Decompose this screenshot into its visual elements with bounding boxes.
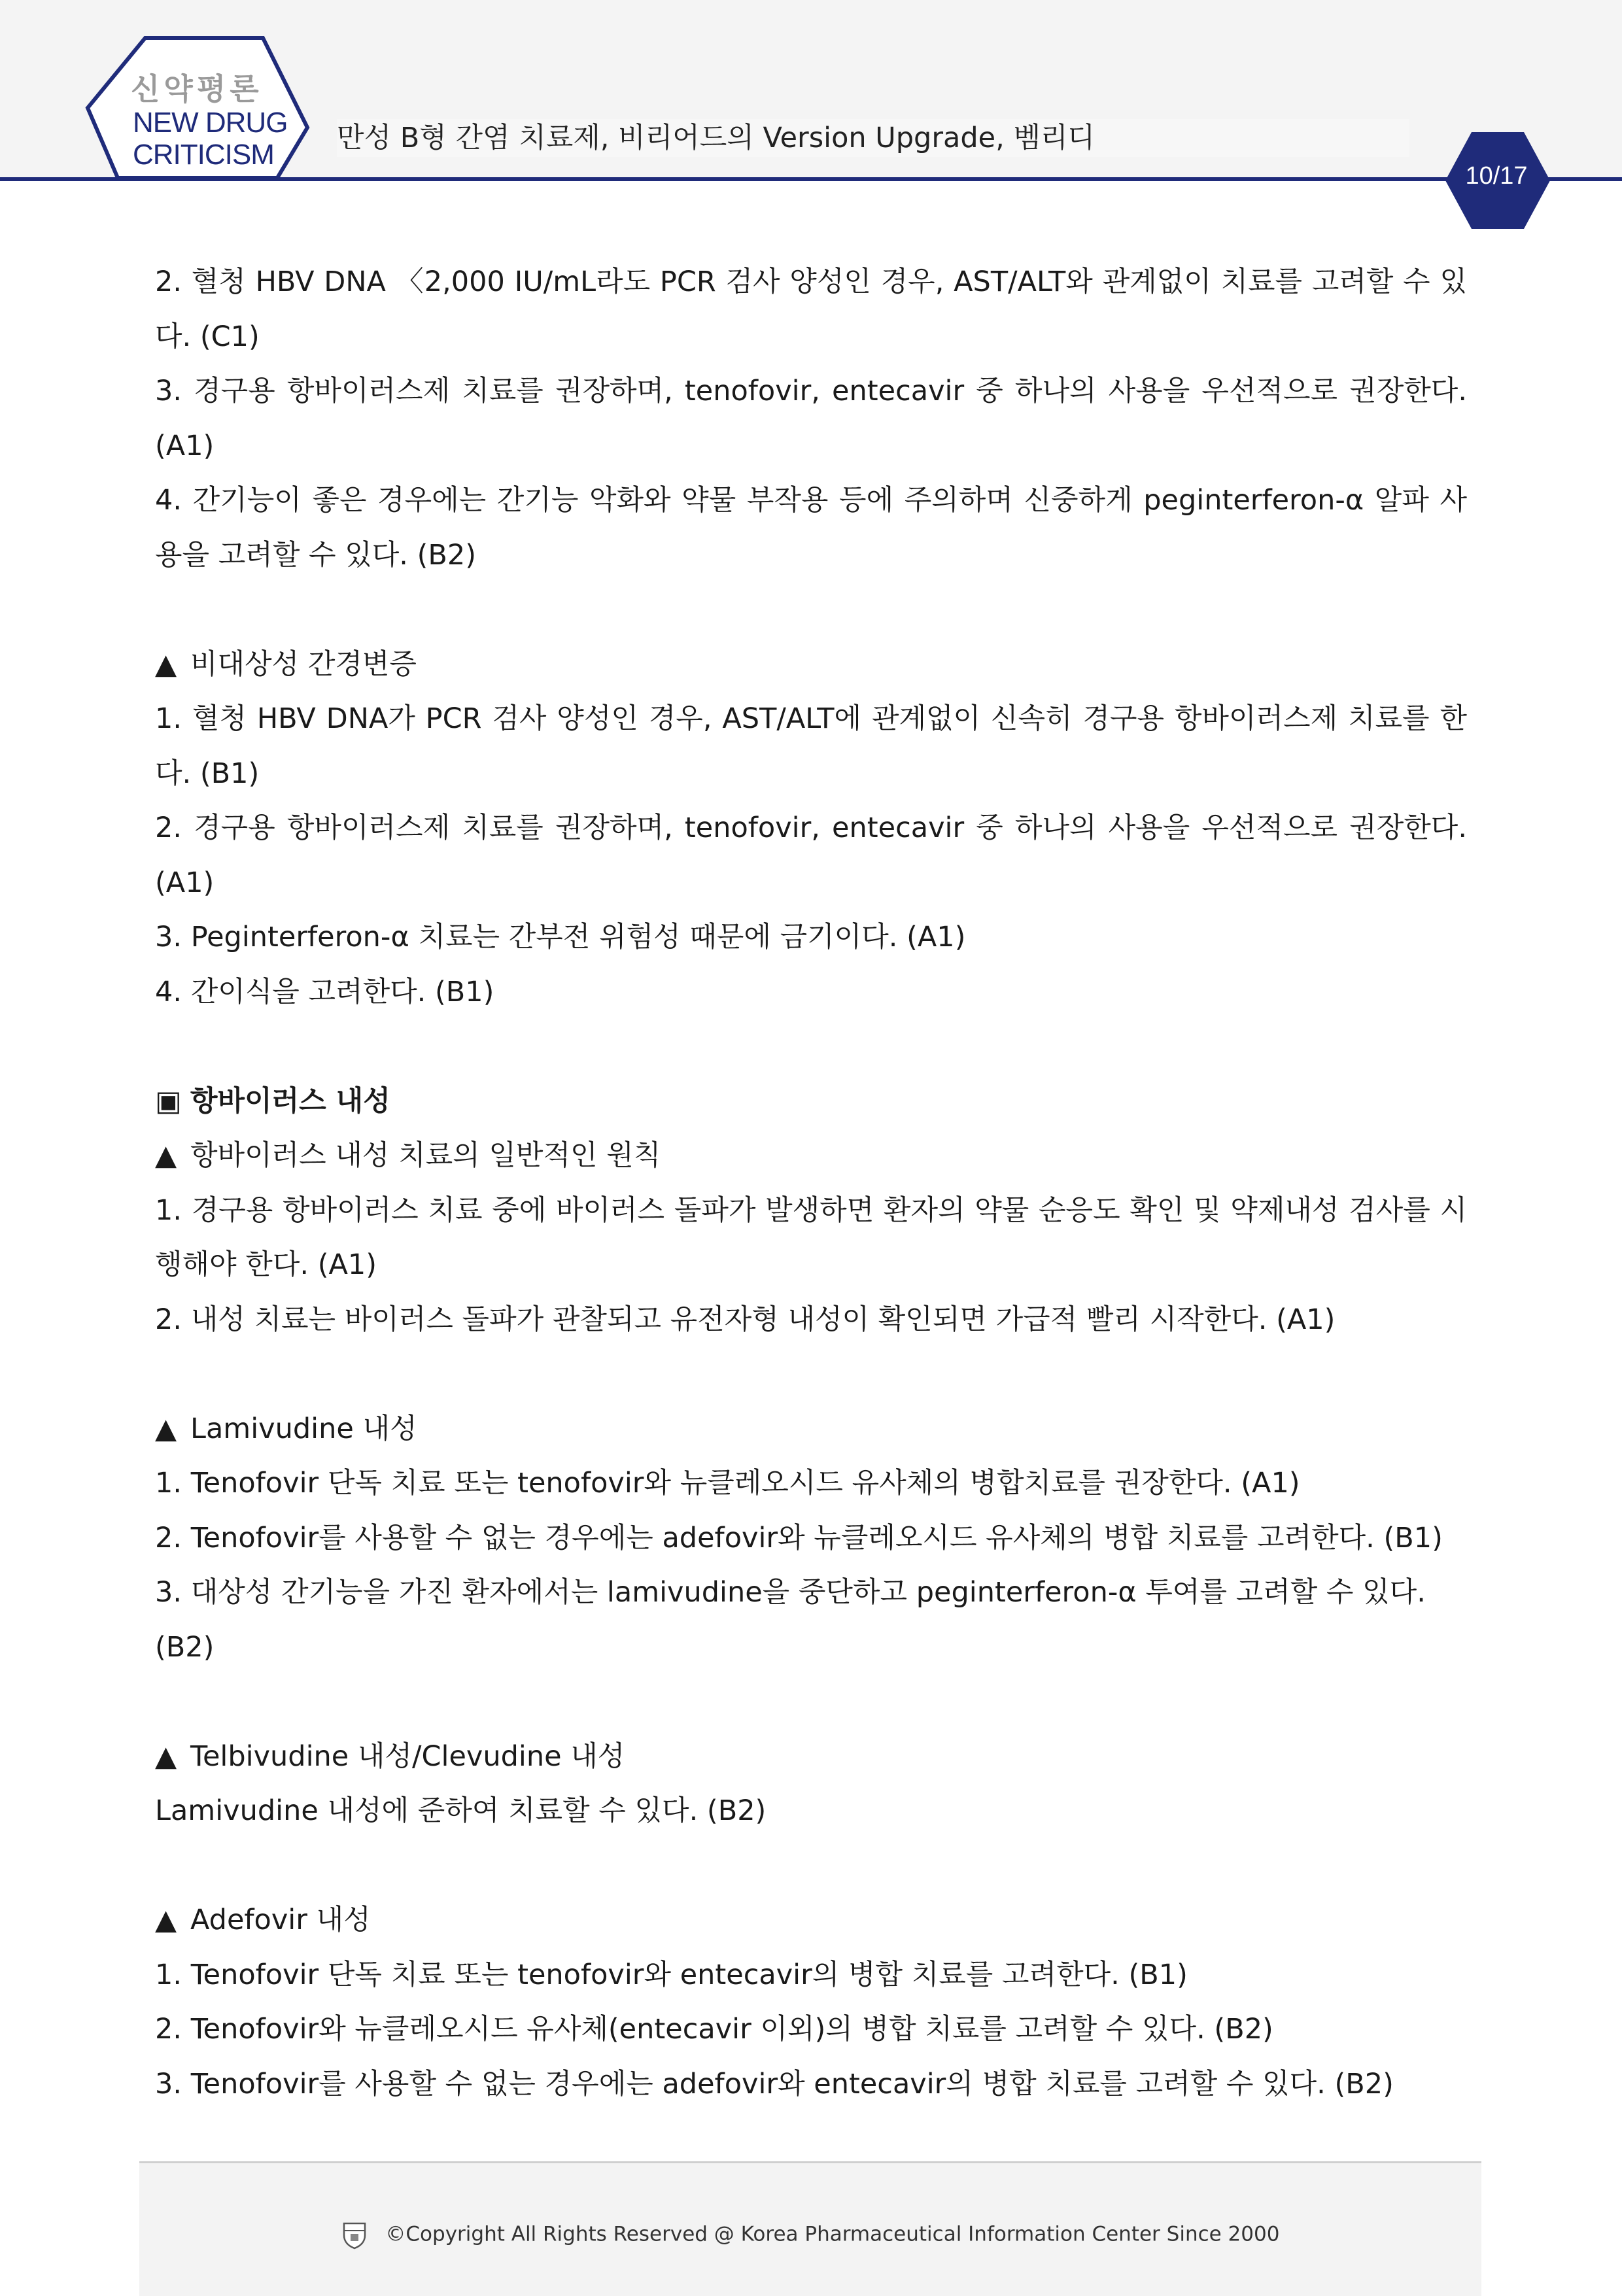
- copyright-text: ©Copyright All Rights Reserved @ Korea Pharmaceutical Information Center Since 2000: [385, 2222, 1280, 2246]
- recommendation-item: 2. 혈청 HBV DNA 〈2,000 IU/mL라도 PCR 검사 양성인 경우, AST/ALT와 관계없이 치료를 고려할 수 있다. (C1): [155, 266, 1467, 353]
- recommendation-item: 3. Peginterferon-α 치료는 간부전 위험성 때문에 금기이다. (A1): [155, 921, 966, 953]
- footer: [139, 2161, 1481, 2296]
- recommendation-item: 1. Tenofovir 단독 치료 또는 tenofovir와 뉴클레오시드 유사체의 병합치료를 권장한다. (A1): [155, 1467, 1300, 1499]
- recommendation-item: 2. Tenofovir를 사용할 수 없는 경우에는 adefovir와 뉴클레오시드 유사체의 병합 치료를 고려한다. (B1): [155, 1521, 1443, 1554]
- subsection-heading-adefovir: ▲ Adefovir 내성: [155, 1893, 1467, 1948]
- logo-text-line1: NEW DRUG: [133, 107, 288, 139]
- recommendation-item: 1. Tenofovir 단독 치료 또는 tenofovir와 entecavir의 병합 치료를 고려한다. (B1): [155, 1958, 1188, 1991]
- page-number: 10/17: [1465, 162, 1528, 190]
- subsection-heading-decompensated: ▲ 비대상성 간경변증: [155, 638, 1467, 693]
- logo-text-line2: CRITICISM: [133, 139, 274, 171]
- recommendation-item: 3. Tenofovir를 사용할 수 없는 경우에는 adefovir와 entecavir의 병합 치료를 고려할 수 있다. (B2): [155, 2067, 1394, 2100]
- triangle-bullet-icon: ▲: [155, 1139, 177, 1172]
- triangle-bullet-icon: ▲: [155, 1904, 177, 1936]
- recommendation-item: 3. 대상성 간기능을 가진 환자에서는 lamivudine을 중단하고 peginterferon-α 투여를 고려할 수 있다. (B2): [155, 1576, 1426, 1664]
- recommendation-item: 2. 내성 치료는 바이러스 돌파가 관찰되고 유전자형 내성이 확인되면 가급적 빨리 시작한다. (A1): [155, 1303, 1336, 1336]
- recommendation-item: 1. 경구용 항바이러스 치료 중에 바이러스 돌파가 발생하면 환자의 약물 순응도 확인 및 약제내성 검사를 시행해야 한다. (A1): [155, 1193, 1467, 1281]
- shield-emblem-icon: [341, 2221, 368, 2250]
- recommendation-item: 4. 간기능이 좋은 경우에는 간기능 악화와 약물 부작용 등에 주의하며 신중하게 peginterferon-α 알파 사용을 고려할 수 있다. (B2): [155, 484, 1467, 572]
- logo-korean-text: 신약평론: [131, 71, 263, 107]
- recommendation-item: 2. Tenofovir와 뉴클레오시드 유사체(entecavir 이외)의 병합 치료를 고려할 수 있다. (B2): [155, 2013, 1273, 2046]
- recommendation-item: 4. 간이식을 고려한다. (B1): [155, 975, 494, 1008]
- recommendation-item: 3. 경구용 항바이러스제 치료를 권장하며, tenofovir, entecavir 중 하나의 사용을 우선적으로 권장한다. (A1): [155, 375, 1467, 462]
- page-content: [155, 255, 1467, 2112]
- triangle-bullet-icon: ▲: [155, 647, 177, 681]
- footer-copyright-row: [139, 2221, 1481, 2250]
- square-bullet-icon: ▣: [155, 1084, 182, 1118]
- triangle-bullet-icon: ▲: [155, 1412, 177, 1445]
- recommendation-item: 1. 혈청 HBV DNA가 PCR 검사 양성인 경우, AST/ALT에 관계없이 신속히 경구용 항바이러스제 치료를 한다. (B1): [155, 702, 1467, 790]
- subsection-heading-lamivudine: ▲ Lamivudine 내성: [155, 1402, 1467, 1457]
- subsection-heading-general: ▲ 항바이러스 내성 치료의 일반적인 원칙: [155, 1129, 1467, 1184]
- recommendation-item: Lamivudine 내성에 준하여 치료할 수 있다. (B2): [155, 1794, 767, 1827]
- document-title: 만성 B형 간염 치료제, 비리어드의 Version Upgrade, 벰리디: [337, 119, 1409, 157]
- triangle-bullet-icon: ▲: [155, 1739, 177, 1773]
- section-heading-resistance: ▣ 항바이러스 내성: [155, 1074, 1467, 1129]
- recommendation-item: 2. 경구용 항바이러스제 치료를 권장하며, tenofovir, entecavir 중 하나의 사용을 우선적으로 권장한다. (A1): [155, 812, 1467, 899]
- subsection-heading-telbivudine: ▲ Telbivudine 내성/Clevudine 내성: [155, 1730, 1467, 1785]
